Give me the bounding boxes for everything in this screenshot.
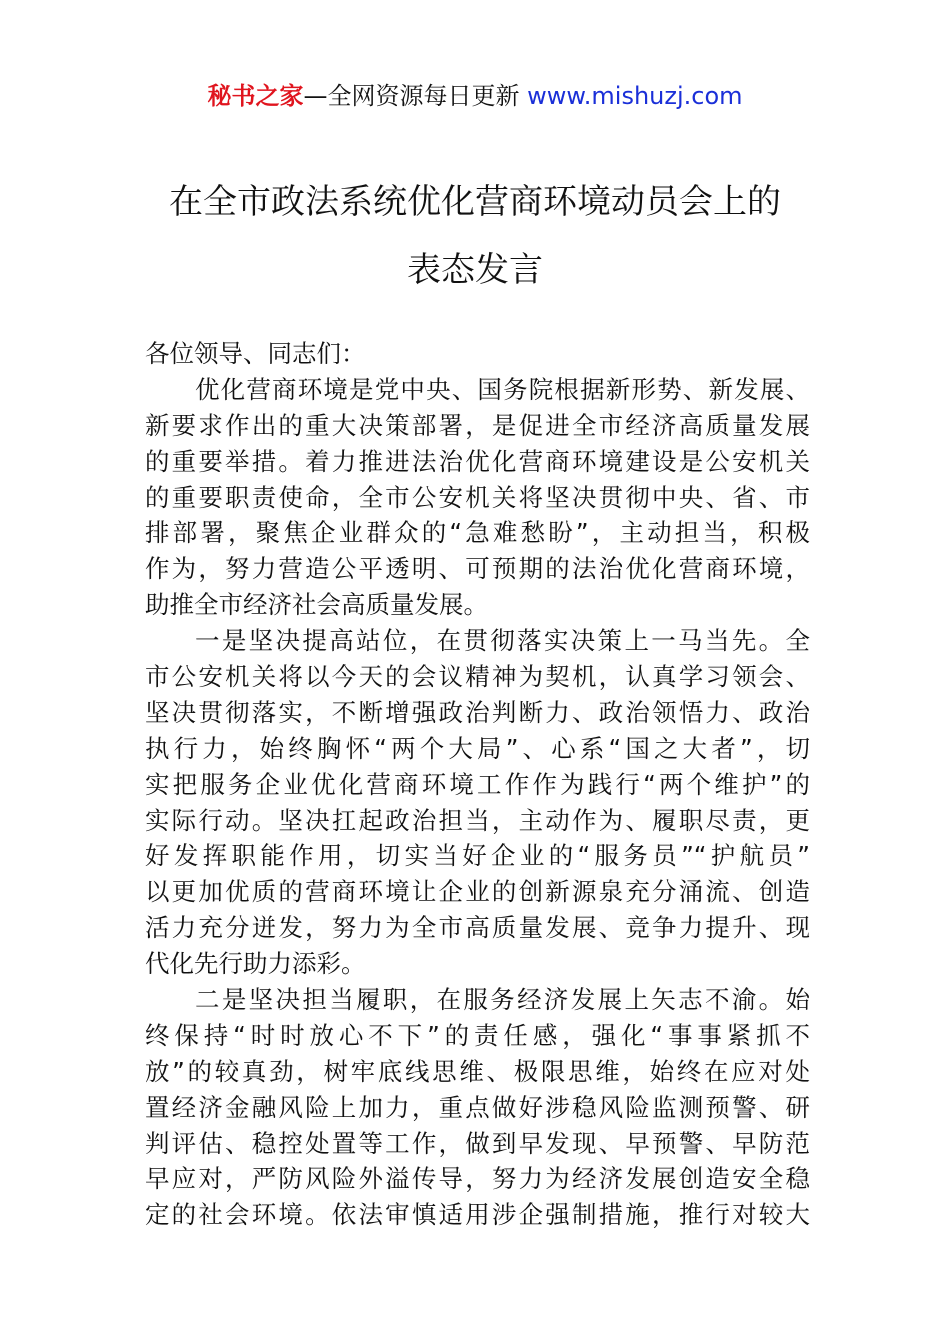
site-banner: [0, 78, 950, 114]
paragraph-line: 的重要举措。着力推进法治优化营商环境建设是公安机关: [145, 446, 810, 476]
paragraph-line: 实际行动。坚决扛起政治担当，主动作为、履职尽责，更: [145, 805, 810, 835]
salutation: 各位领导、同志们：: [145, 339, 366, 368]
paragraph-line: 二是坚决担当履职，在服务经济发展上矢志不渝。始: [195, 985, 810, 1015]
paragraph-line: 好发挥职能作用，切实当好企业的“服务员”“护航员”: [145, 841, 810, 871]
brand-name: 秘书之家: [207, 82, 304, 110]
paragraph-line: 判评估、稳控处置等工作，做到早发现、早预警、早防范: [145, 1128, 810, 1158]
paragraph-line: 新要求作出的重大决策部署，是促进全市经济高质量发展: [145, 410, 810, 440]
paragraph-line: 坚决贯彻落实，不断增强政治判断力、政治领悟力、政治: [145, 697, 810, 727]
document-title-line-1: 在全市政法系统优化营商环境动员会上的: [169, 182, 781, 222]
paragraph-line: 放”的较真劲，树牢底线思维、极限思维，始终在应对处: [145, 1056, 810, 1086]
paragraph-line: 作为，努力营造公平透明、可预期的法治优化营商环境，: [145, 554, 810, 584]
paragraph-line: 实把服务企业优化营商环境工作作为践行“两个维护”的: [145, 769, 810, 799]
paragraph-line: 定的社会环境。依法审慎适用涉企强制措施，推行对较大: [145, 1200, 810, 1230]
site-url-link[interactable]: www.mishuzj.com: [527, 82, 743, 110]
paragraph-line: 置经济金融风险上加力，重点做好涉稳风险监测预警、研: [145, 1092, 810, 1122]
paragraph-line: 市公安机关将以今天的会议精神为契机，认真学习领会、: [145, 662, 810, 692]
paragraph-line: 执行力，始终胸怀“两个大局”、心系“国之大者”，切: [145, 733, 810, 763]
paragraph-line: 排部署，聚焦企业群众的“急难愁盼”，主动担当，积极: [145, 518, 810, 548]
paragraph-line: 代化先行助力添彩。: [145, 949, 366, 979]
document-title-line-2: 表态发言: [407, 250, 543, 290]
paragraph-line: 早应对，严防风险外溢传导，努力为经济发展创造安全稳: [145, 1164, 810, 1194]
paragraph-line: 助推全市经济社会高质量发展。: [145, 590, 488, 620]
paragraph-line: 优化营商环境是党中央、国务院根据新形势、新发展、: [195, 374, 810, 404]
banner-tagline: —全网资源每日更新: [303, 82, 528, 110]
paragraph-line: 以更加优质的营商环境让企业的创新源泉充分涌流、创造: [145, 877, 810, 907]
paragraph-line: 的重要职责使命，全市公安机关将坚决贯彻中央、省、市: [145, 482, 810, 512]
paragraph-line: 活力充分迸发，努力为全市高质量发展、竞争力提升、现: [145, 913, 810, 943]
paragraph-line: 一是坚决提高站位，在贯彻落实决策上一马当先。全: [195, 626, 810, 656]
paragraph-line: 终保持“时时放心不下”的责任感，强化“事事紧抓不: [145, 1020, 810, 1050]
document-body: [145, 336, 810, 1233]
